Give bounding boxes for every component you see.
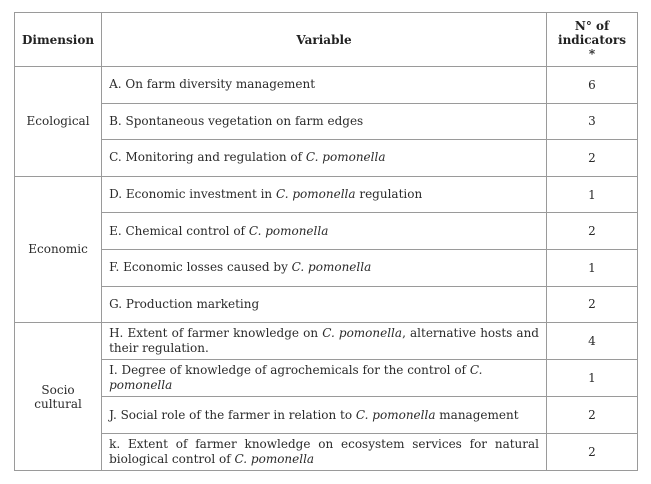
indicator-count: 1 bbox=[547, 249, 638, 286]
indicator-count: 1 bbox=[547, 176, 638, 213]
variable-cell: J. Social role of the farmer in relation to C. pomonella management bbox=[102, 397, 547, 434]
table-row bbox=[15, 140, 638, 177]
table-row bbox=[15, 213, 638, 250]
table-row bbox=[15, 434, 638, 471]
indicator-count: 3 bbox=[547, 103, 638, 140]
table-row bbox=[15, 249, 638, 286]
indicator-count: 2 bbox=[547, 286, 638, 323]
species-name: C. pomonella bbox=[234, 452, 315, 467]
species-name: C. pomonella bbox=[275, 187, 356, 202]
indicators-table bbox=[14, 12, 638, 471]
variable-cell: D. Economic investment in C. pomonella regulation bbox=[102, 176, 547, 213]
dimension-cell-socio-cultural: Socio cultural bbox=[15, 323, 102, 471]
dimension-cell-ecological: Ecological bbox=[15, 67, 102, 177]
table-row bbox=[15, 323, 638, 360]
species-name: C. pomonella bbox=[322, 326, 403, 341]
dimension-cell-economic: Economic bbox=[15, 176, 102, 322]
variable-cell: E. Chemical control of C. pomonella bbox=[102, 213, 547, 250]
indicator-count: 4 bbox=[547, 323, 638, 360]
table-row bbox=[15, 286, 638, 323]
table-row bbox=[15, 103, 638, 140]
indicator-count: 1 bbox=[547, 360, 638, 397]
variable-cell: I. Degree of knowledge of agrochemicals for the control of C. pomonella bbox=[102, 360, 547, 397]
species-name: C. pomonella bbox=[305, 150, 386, 165]
table-row bbox=[15, 397, 638, 434]
variable-cell: B. Spontaneous vegetation on farm edges bbox=[102, 103, 547, 140]
indicator-count: 2 bbox=[547, 213, 638, 250]
indicator-count: 2 bbox=[547, 140, 638, 177]
header-variable: Variable bbox=[102, 13, 547, 67]
table-row bbox=[15, 176, 638, 213]
variable-cell: A. On farm diversity management bbox=[102, 67, 547, 104]
header-dimension: Dimension bbox=[15, 13, 102, 67]
variable-cell: G. Production marketing bbox=[102, 286, 547, 323]
species-name: C. pomonella bbox=[248, 223, 329, 238]
species-name: C. pomonella bbox=[291, 260, 372, 275]
indicator-count: 2 bbox=[547, 397, 638, 434]
species-name: C. pomonella bbox=[355, 407, 436, 422]
variable-cell: H. Extent of farmer knowledge on C. pomonella, alternative hosts and their regulation. bbox=[102, 323, 547, 360]
header-indicators bbox=[547, 13, 638, 67]
header-indicators-line2: indicators * bbox=[558, 32, 626, 61]
indicator-count: 2 bbox=[547, 434, 638, 471]
variable-cell: k. Extent of farmer knowledge on ecosystem services for natural biological control of C. pomonella bbox=[102, 434, 547, 471]
indicator-count: 6 bbox=[547, 67, 638, 104]
header-row bbox=[15, 13, 638, 67]
species-name: C. pomonella bbox=[109, 363, 483, 393]
variable-cell: C. Monitoring and regulation of C. pomonella bbox=[102, 140, 547, 177]
table-row bbox=[15, 67, 638, 104]
variable-cell: F. Economic losses caused by C. pomonella bbox=[102, 249, 547, 286]
table-row bbox=[15, 360, 638, 397]
header-indicators-line1: N° of bbox=[574, 18, 610, 33]
